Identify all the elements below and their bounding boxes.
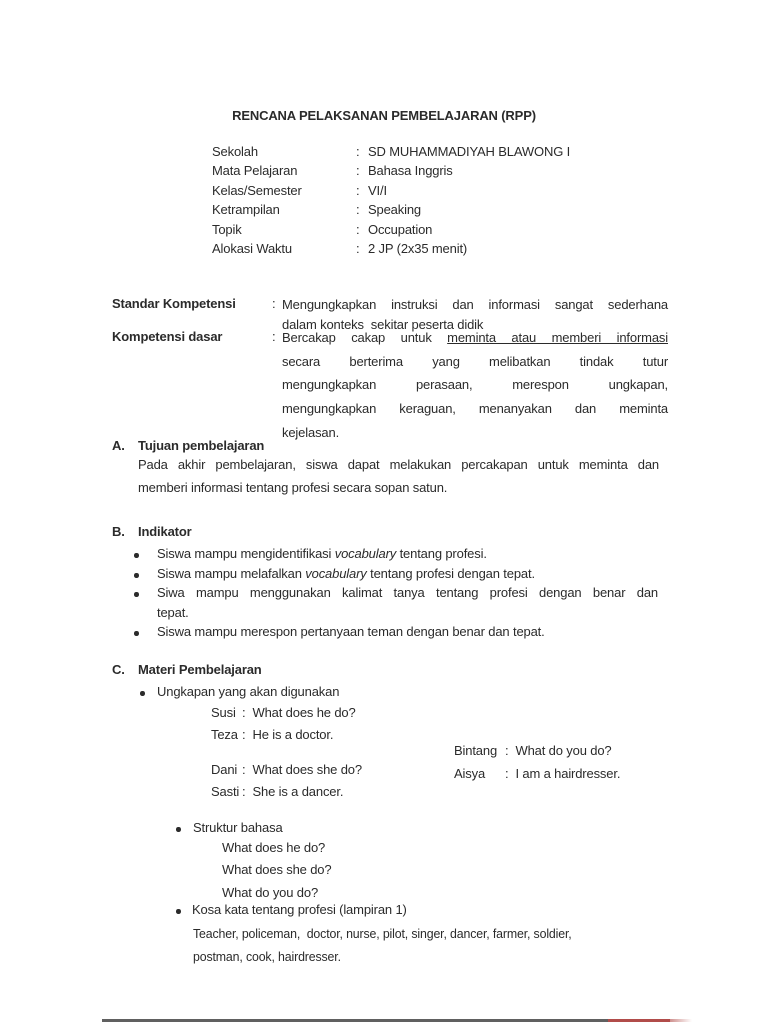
meta-row-topik (212, 220, 570, 239)
meta-colon: : (356, 163, 360, 179)
meta-value: Occupation (368, 221, 433, 237)
dialog-row (454, 743, 612, 759)
indicator-text: Siwa mampu menggunakan kalimat tanya tentang profesi dengan benar dan (157, 585, 658, 600)
bullet-icon (134, 592, 139, 597)
indicator-text: tepat. (157, 605, 189, 620)
kompetensi-dasar-text (282, 326, 668, 445)
meta-value: Speaking (368, 202, 422, 218)
meta-label: Topik (212, 221, 242, 237)
meta-block (212, 142, 570, 258)
meta-value: 2 JP (2x35 menit) (368, 240, 468, 256)
indicator-text: Siswa mampu melafalkan (157, 566, 306, 581)
meta-colon: : (356, 221, 360, 237)
meta-value: SD MUHAMMADIYAH BLAWONG I (368, 144, 571, 159)
meta-label: Alokasi Waktu (212, 240, 292, 256)
kd-line: mengungkapkan perasaan, merespon ungkapan, (282, 377, 668, 393)
dialog-name: Bintang (454, 743, 498, 758)
section-c-letter: C. (112, 662, 125, 677)
section-a-line: Pada akhir pembelajaran, siswa dapat melakukan percakapan untuk meminta dan (138, 457, 659, 472)
dialog-row (454, 766, 620, 782)
dialog-name: Aisya (454, 766, 486, 781)
meta-row-ketrampilan (212, 200, 570, 219)
indicator-item (157, 566, 535, 582)
meta-label: Mata Pelajaran (212, 163, 298, 179)
bullet-icon (176, 827, 181, 832)
bullet-icon (176, 909, 181, 914)
section-a-title: Tujuan pembelajaran (138, 438, 265, 453)
dialog-colon: : (242, 762, 246, 777)
meta-colon: : (356, 240, 360, 256)
struktur-lines (222, 837, 331, 904)
dialog-row (211, 727, 333, 743)
meta-value: VI/I (368, 182, 387, 198)
dialog-name: Teza (211, 727, 238, 742)
dialog-name: Dani (211, 762, 238, 777)
dialog-name: Sasti (211, 784, 240, 799)
dialog-colon: : (242, 784, 246, 799)
dialog-colon: : (242, 705, 246, 720)
dialog-row (211, 784, 343, 800)
kosa-kata-line: postman, cook, hairdresser. (193, 949, 341, 965)
dialog-colon: : (505, 743, 509, 758)
kosa-kata-line: Teacher, policeman, doctor, nurse, pilot, singer, dancer, farmer, soldier, (193, 926, 572, 941)
materi-bullet-kosa-kata: Kosa kata tentang profesi (lampiran 1) (192, 902, 407, 917)
document-title: RENCANA PELAKSANAN PEMBELAJARAN (RPP) (232, 108, 536, 123)
struktur-line: What does he do? (222, 840, 326, 855)
kd-line (282, 326, 668, 350)
indicator-item: Siswa mampu merespon pertanyaan teman dengan benar dan tepat. (157, 624, 545, 639)
indicator-text: tentang profesi dengan tepat. (366, 566, 535, 581)
dialog-text: What does she do? (252, 762, 362, 777)
struktur-line: What do you do? (222, 884, 319, 900)
meta-row-alokasi-waktu (212, 239, 570, 258)
materi-bullet-struktur: Struktur bahasa (193, 820, 283, 835)
section-a-body (138, 454, 659, 500)
footer-progress-bar-red (608, 1019, 670, 1022)
meta-row-sekolah (212, 142, 570, 161)
dialog-colon: : (505, 766, 509, 781)
bullet-icon (134, 573, 139, 578)
dialog-text: I am a hairdresser. (515, 766, 621, 781)
meta-row-mata-pelajaran (212, 161, 570, 180)
meta-colon: : (356, 144, 360, 159)
dialog-text: What do you do? (515, 743, 612, 758)
indicator-item (157, 583, 658, 623)
indicator-text-italic: vocabulary (305, 566, 367, 581)
indicator-text-italic: vocabulary (334, 546, 397, 561)
meta-value: Bahasa Inggris (368, 163, 453, 179)
kompetensi-dasar-label: Kompetensi dasar (112, 329, 223, 344)
section-c-heading (112, 662, 262, 678)
kd-line-pre: Bercakap cakap untuk (282, 330, 448, 345)
bullet-icon (134, 631, 139, 636)
kd-line: kejelasan. (282, 424, 340, 440)
bullet-icon (140, 691, 145, 696)
bullet-icon (134, 553, 139, 558)
meta-colon: : (356, 202, 360, 218)
dialog-name: Susi (211, 705, 236, 720)
materi-bullet-ungkapan: Ungkapan yang akan digunakan (157, 684, 340, 699)
indicator-text: Siswa mampu mengidentifikasi (157, 546, 335, 561)
dialog-row (211, 705, 356, 721)
struktur-line: What does she do? (222, 862, 332, 878)
kd-line-underlined: meminta atau memberi informasi (447, 330, 668, 345)
section-a-heading (112, 438, 264, 454)
dialog-text: He is a doctor. (252, 727, 334, 742)
section-a-line: memberi informasi tentang profesi secara sopan satun. (138, 479, 448, 495)
section-c-title: Materi Pembelajaran (138, 662, 262, 677)
indicator-text: tentang profesi. (396, 546, 487, 561)
meta-label: Ketrampilan (212, 202, 280, 218)
section-b-letter: B. (112, 524, 125, 539)
meta-label: Sekolah (212, 144, 258, 159)
kd-line: secara berterima yang melibatkan tindak tutur (282, 353, 668, 369)
footer-progress-bar-fade (670, 1019, 692, 1022)
kd-line: mengungkapkan keraguan, menanyakan dan meminta (282, 401, 668, 417)
standar-kompetensi-label: Standar Kompetensi (112, 296, 236, 311)
dialog-text: She is a dancer. (252, 784, 344, 799)
kompetensi-dasar-colon: : (272, 329, 276, 344)
indicator-item (157, 546, 487, 562)
section-b-title: Indikator (138, 524, 192, 539)
kosa-kata-lines (193, 922, 572, 968)
dialog-colon: : (242, 727, 246, 742)
section-a-letter: A. (112, 438, 125, 453)
section-b-heading (112, 524, 192, 540)
sk-line: dalam konteks sekitar peserta didik (282, 317, 484, 332)
dialog-row (211, 762, 362, 778)
meta-label: Kelas/Semester (212, 182, 302, 198)
meta-colon: : (356, 182, 360, 198)
sk-line: Mengungkapkan instruksi dan informasi sangat sederhana (282, 297, 668, 312)
meta-row-kelas-semester (212, 181, 570, 200)
footer-progress-bar-gray (102, 1019, 608, 1022)
dialog-text: What does he do? (252, 705, 356, 720)
standar-kompetensi-colon: : (272, 296, 276, 311)
